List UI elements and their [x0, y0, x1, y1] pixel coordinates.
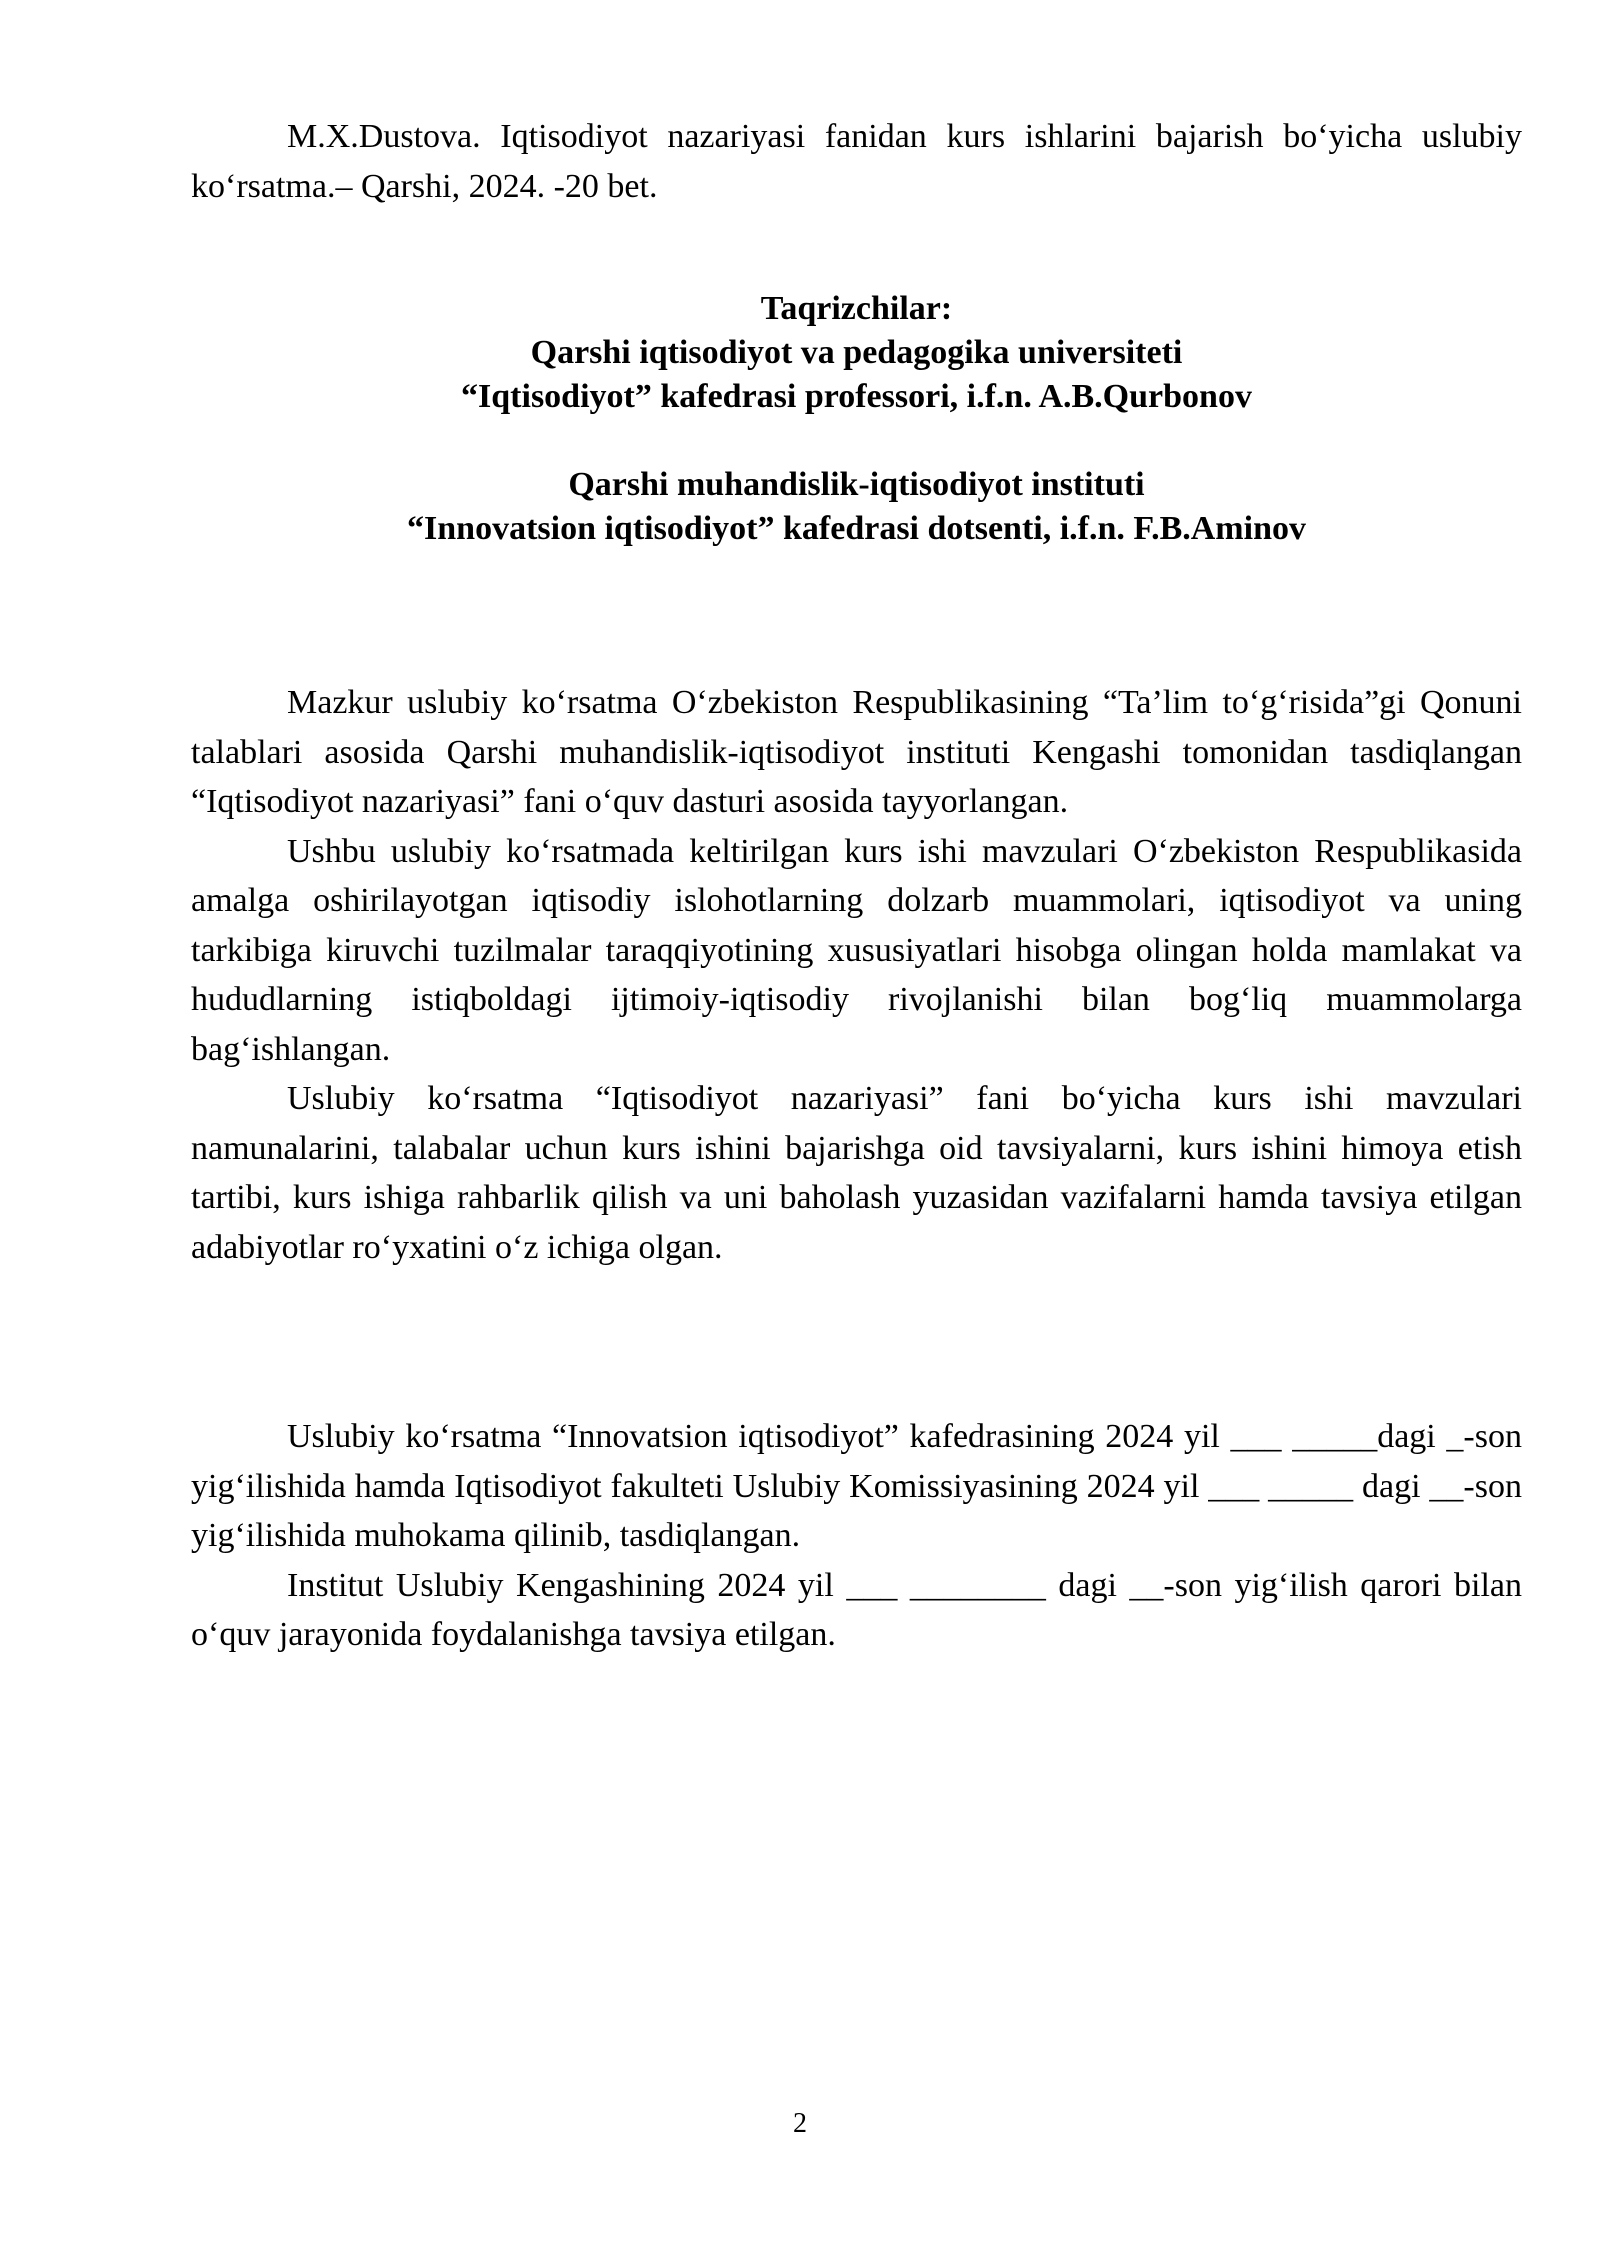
reviewer-1-affiliation: Qarshi iqtisodiyot va pedagogika universiteti [530, 334, 1183, 371]
reviewer-1-position: “Iqtisodiyot” kafedrasi professori, i.f.n. A.B.Qurbonov [461, 378, 1252, 415]
approval-paragraph-1: Uslubiy ko‘rsatma “Innovatsion iqtisodiyot” kafedrasining 2024 yil ___ _____dagi _-son yig‘ilishida hamda Iqtisodiyot fakulteti Uslubiy Komissiyasining 2024 yil ___ _____ dagi __-son yig‘ilishida muhokama qilinib, tasdiqlangan. [191, 1418, 1522, 1554]
approval-block [191, 1412, 1522, 1660]
approval-paragraph-2: Institut Uslubiy Kengashining 2024 yil ___ ________ dagi __-son yig‘ilish qarori bilan o‘quv jarayonida foydalanishga tavsiya etilgan. [191, 1566, 1522, 1653]
description-paragraph-1: Mazkur uslubiy ko‘rsatma O‘zbekiston Respublikasining “Ta’lim to‘g‘risida”gi Qonuni talablari asosida Qarshi muhandislik-iqtisodiyot instituti Kengashi tomonidan tasdiqlangan “Iqtisodiyot nazariyasi” fani o‘quv dasturi asosida tayyorlangan. [191, 684, 1522, 820]
reviewer-2-position: “Innovatsion iqtisodiyot” kafedrasi dotsenti, i.f.n. F.B.Aminov [407, 510, 1306, 547]
reviewers-heading: Taqrizchilar: [760, 290, 953, 327]
reviewers-spacer [191, 419, 1522, 463]
citation-block [191, 112, 1522, 211]
description-paragraph-3: Uslubiy ko‘rsatma “Iqtisodiyot nazariyasi” fani bo‘yicha kurs ishi mavzulari namunalarini, talabalar uchun kurs ishini bajarishga oid tavsiyalarni, kurs ishini himoya etish tartibi, kurs ishiga rahbarlik qilish va uni baholash yuzasidan vazifalarni hamda tavsiya etilgan adabiyotlar ro‘yxatini o‘z ichiga olgan. [191, 1080, 1522, 1266]
reviewer-2-affiliation: Qarshi muhandislik-iqtisodiyot instituti [568, 466, 1145, 503]
page-number: 2 [793, 2108, 807, 2139]
description-paragraph-2: Ushbu uslubiy ko‘rsatmada keltirilgan kurs ishi mavzulari O‘zbekiston Respublikasida amalga oshirilayotgan iqtisodiy islohotlarning dolzarb muammolari, iqtisodiyot va uning tarkibiga kiruvchi tuzilmalar taraqqiyotining xususiyatlari hisobga olingan holda mamlakat va hududlarning istiqboldagi ijtimoiy-iqtisodiy rivojlanishi bilan bog‘liq muammolarga bag‘ishlangan. [191, 832, 1522, 1068]
reviewers-block [191, 287, 1522, 551]
description-block [191, 678, 1522, 1272]
citation-text: M.X.Dustova. Iqtisodiyot nazariyasi fanidan kurs ishlarini bajarish bo‘yicha uslubiy ko‘rsatma.– Qarshi, 2024. -20 bet. [191, 118, 1522, 205]
